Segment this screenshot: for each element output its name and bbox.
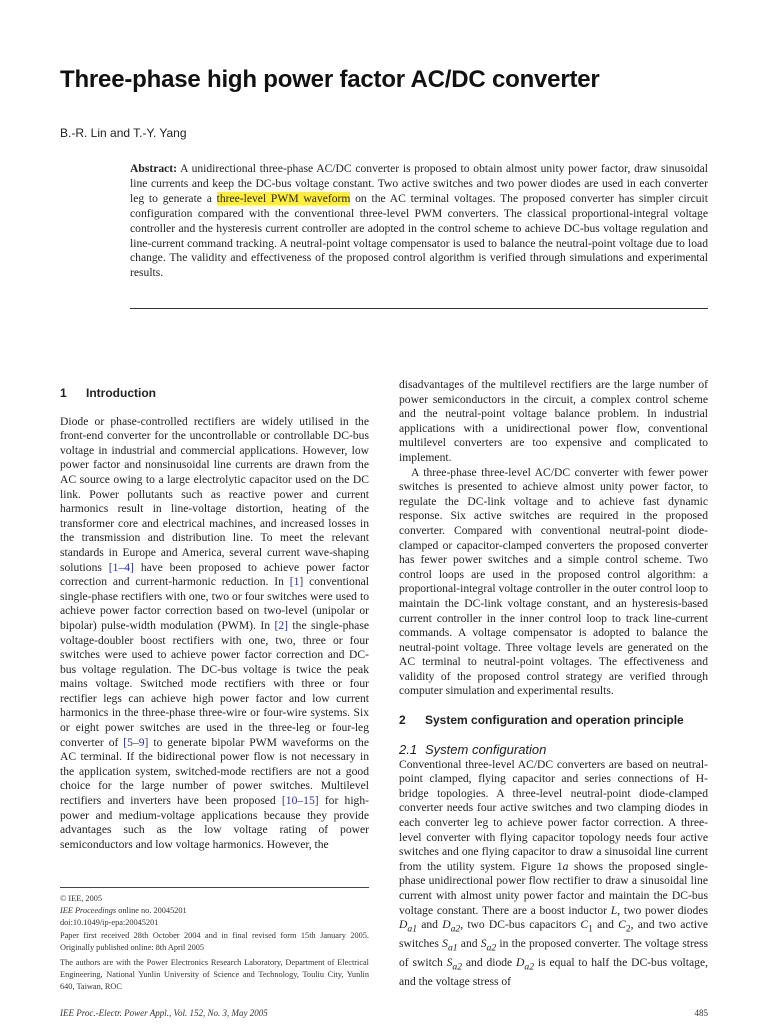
footnotes: [60, 893, 369, 994]
page-number: 485: [694, 1008, 708, 1018]
symbol: S: [442, 937, 448, 951]
citation-link[interactable]: [1]: [289, 575, 304, 589]
authors: B.-R. Lin and T.-Y. Yang: [60, 126, 187, 140]
body-text: , two power diodes: [617, 903, 708, 917]
symbol-sub: a2: [452, 961, 463, 973]
intro-text: Diode or phase-controlled rectifiers are widely utilised in the front-end converter for the uncontrollable or controllable DC-bus voltage in industrial and commercial applications. However, low power factor and nonsinusoidal line currents are drawn from the AC source owing to a large electrolytic capacitor used on the DC link. Power pollutants such as reactive power and current harmonics result in line-voltage distortion, heating of the transformer core and electrical machines, and increased losses in the transmission and distribution line. To meet the relevant standards in Europe and America, several current wave-shaping solutions: [60, 414, 369, 574]
symbol: D: [399, 918, 408, 932]
abstract-label: Abstract:: [130, 162, 178, 175]
body-text: and: [417, 918, 443, 932]
section-2-title: System configuration and operation principle: [425, 713, 684, 728]
doi-note: doi:10.1049/ip-epa:20045201: [60, 918, 159, 928]
affiliation-note: The authors are with the Power Electronics Research Laboratory, Department of Electrical Engineering, National Yunlin University of Science and Technology, Touliu City, Yunlin 640, Taiwan, ROC: [60, 958, 369, 992]
paper-title: Three-phase high power factor AC/DC converter: [60, 66, 600, 93]
online-note: [60, 905, 369, 917]
symbol: C: [580, 918, 589, 932]
symbol-sub: 2: [625, 923, 631, 935]
intro-text: to generate bipolar PWM waveforms on the AC terminal. If the bidirectional power flow is not necessary in the application system, switched-mode rectifiers are not a good choice for the large number of power switches. Multilevel rectifiers and inverters have been proposed: [60, 735, 370, 808]
intro-text: the single-phase voltage-doubler boost rectifiers with one, two, three or four switches were used to achieve power factor correction and DC-bus voltage regulation. The DC-bus voltage is twice the peak mains voltage. Switched mode rectifiers with three or four rectifier legs can achieve high power factor and low current harmonics in the three-phase three-wire or four-wire systems. Six or eight power switches are used in the three-leg or four-leg converter of: [60, 618, 369, 749]
intro-text: for high-power and medium-voltage applications because they provide advantages such as the low voltage rating of power semiconductors and low voltage harmonics. However, the: [60, 794, 369, 851]
symbol: S: [446, 956, 453, 969]
symbol-sub: a2: [486, 942, 497, 954]
abstract-text-end: on the AC terminal voltages. The proposed converter has simpler circuit configuration compared with the conventional three-level PWM converters. The classical proportional-integral voltage controller and the hysteresis current controller are adopted in the control scheme to achieve DC-bus voltage regulation and line-current command tracking. A neutral-point voltage compensator is used to balance the neutral-point voltage due to load change. The validity and effectiveness of the proposed control algorithm is verified through simulations and experimental results.: [130, 191, 708, 280]
body-text: , two DC-bus capacitors: [460, 918, 581, 932]
subsection-2-1-heading: [399, 742, 708, 758]
figure-ref: a: [562, 859, 569, 873]
body-text: and diode: [462, 956, 517, 969]
symbol-sub: a1: [447, 942, 458, 954]
abstract-divider: [130, 308, 708, 309]
body-text: in the proposed converter. The voltage stress of switch: [399, 937, 708, 969]
citation-link[interactable]: [5–9]: [123, 735, 149, 749]
subsection-number: 2.1: [399, 741, 418, 757]
symbol: S: [480, 937, 487, 951]
section-2-heading: [399, 713, 708, 728]
symbol: D: [442, 918, 451, 932]
online-number: online no. 20045201: [116, 906, 187, 916]
symbol: C: [618, 918, 626, 932]
symbol: L: [610, 903, 618, 917]
citation-link[interactable]: [1–4]: [108, 560, 134, 574]
highlighted-phrase[interactable]: three-level PWM waveform: [216, 191, 351, 205]
section-2-number: 2: [399, 713, 406, 728]
symbol: D: [516, 956, 525, 969]
journal-name: IEE Proceedings: [60, 906, 117, 916]
subsection-title: System configuration: [425, 741, 547, 757]
intro-paragraph: [60, 415, 369, 853]
system-config-paragraph: [399, 758, 708, 990]
symbol-sub: 1: [588, 923, 593, 935]
body-text: Conventional three-level AC/DC converters are based on neutral-point clamped, flying capacitor and series connections of H-bridge topologies. A three-level neutral-point diode-clamped converter needs four active switches and two clamping diodes in each converter leg to achieve power factor correction. A three-level converter with flying capacitor topology needs four active switches and one flying capacitor to draw a sinusoidal line current from the utility system. Figure 1: [399, 757, 708, 873]
body-text: is equal to half the DC-bus voltage, and the voltage stress of: [399, 956, 708, 988]
journal-footer: IEE Proc.-Electr. Power Appl., Vol. 152, No. 3, May 2005: [60, 1008, 268, 1018]
section-1-number: 1: [60, 386, 67, 400]
symbol-sub: a2: [524, 961, 535, 973]
body-text: and: [457, 937, 481, 951]
abstract-text-start: A unidirectional three-phase AC/DC converter is proposed to obtain almost unity power factor, draw sinusoidal line currents and keep the DC-bus voltage constant. Two active switches and two power diodes are used in each converter leg to generate a: [130, 162, 708, 205]
abstract: [130, 162, 708, 281]
footnote-divider: [60, 887, 369, 888]
symbol-sub: a1: [407, 923, 418, 935]
body-text: and: [592, 918, 619, 932]
intro-paragraph-2: A three-phase three-level AC/DC converter with fewer power switches is presented to achieve almost unity power factor, to regulate the DC-link voltage and to achieve fast dynamic response. Six active switches are required in the proposed converter. Compared with conventional neutral-point diode-clamped or capacitor-clamped converters the proposed converter has fewer power switches and a simple control scheme. Two control loops are used in the proposed control algorithm: a proportional-integral voltage controller in the outer control loop to maintain the DC-link voltage constant, and an hysteresis-based current controller in the inner control loop to track line-current commands. A voltage compensator is adopted to balance the neutral-point voltage. Three voltage levels are generated on the AC terminal to neutral-point voltages. The effectiveness and validity of the proposed control strategy are verified through computer simulation and experimental results.: [399, 465, 708, 698]
body-text: , and two active switches: [399, 918, 708, 951]
section-1-title: Introduction: [86, 386, 156, 400]
body-text: shows the proposed single-phase unidirectional power flow rectifier to draw a sinusoidal line current with almost unity power factor and maintain the DC-bus voltage constant. There are a boost inductor: [399, 859, 708, 917]
left-column: [60, 386, 369, 852]
section-1-heading: [60, 386, 369, 401]
intro-text: conventional single-phase rectifiers with one, two or four switches were used to achieve power factor correction based on two-level (unipolar or bipolar) pulse-width modulation (PWM). In: [60, 575, 369, 632]
received-note: Paper first received 28th October 2004 and in final revised form 15th January 2005. Originally published online: 8th April 2005: [60, 930, 369, 952]
copyright-note: © IEE, 2005: [60, 894, 103, 903]
citation-link[interactable]: [2]: [274, 618, 288, 632]
symbol-sub: a2: [450, 923, 461, 935]
intro-text: have been proposed to achieve power factor correction and current-harmonic reduction. In: [60, 560, 370, 589]
right-column: [399, 378, 708, 990]
citation-link[interactable]: [10–15]: [281, 794, 319, 808]
intro-continuation: disadvantages of the multilevel rectifiers are the large number of power semiconductors in the circuit, a complex control scheme and the neutral-point voltage balance problem. In industrial applications with a unidirectional power flow, conventional multilevel converters are too expensive and complicated to implement.: [399, 378, 708, 464]
